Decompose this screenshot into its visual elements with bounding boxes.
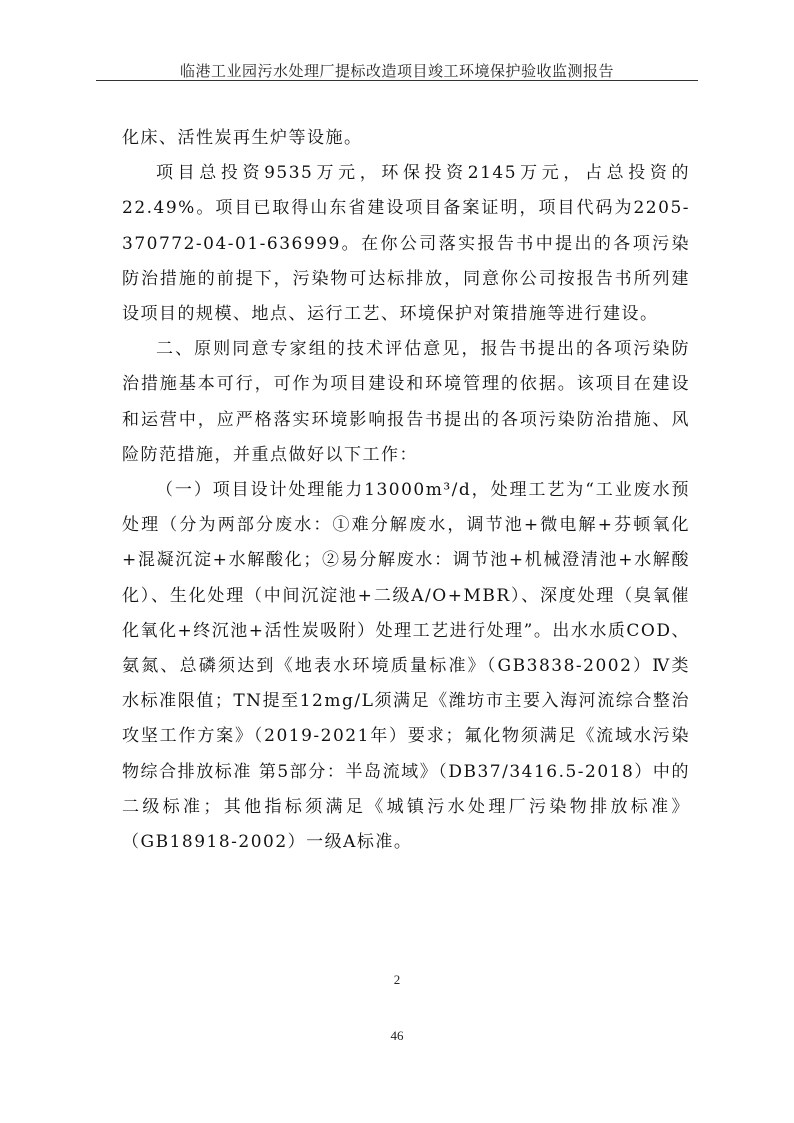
header-divider — [96, 80, 698, 81]
report-header-title: 临港工业园污水处理厂提标改造项目竣工环境保护验收监测报告 — [179, 62, 614, 80]
outer-page-number: 46 — [390, 1028, 404, 1043]
body-text — [122, 121, 690, 860]
paragraph-expert-opinion: 二、原则同意专家组的技术评估意见，报告书提出的各项污染防治措施基本可行，可作为项目建设和环境管理的依据。该项目在建设和运营中，应严格落实环境影响报告书提出的各项污染防治措施、风险防范措施，并重点做好以下工作： — [122, 339, 690, 465]
paragraph-investment: 项目总投资9535万元，环保投资2145万元，占总投资的22.49%。项目已取得山东省建设项目备案证明，项目代码为2205-370772-04-01-636999。在你公司落实报告书中提出的各项污染防治措施的前提下，污染物可达标排放，同意你公司按报告书所列建设项目的规模、地点、运行工艺、环境保护对策措施等进行建设。 — [122, 163, 690, 325]
inner-page-number: 2 — [393, 972, 401, 987]
paragraph-treatment-process: （一）项目设计处理能力13000m³/d，处理工艺为“工业废水预处理（分为两部分废水：①难分解废水，调节池+微电解+芬顿氧化+混凝沉淀+水解酸化；②易分解废水：调节池+机械澄清池+水解酸化）、生化处理（中间沉淀池+二级A/O+MBR）、深度处理（臭氧催化氧化+终沉池+活性炭吸附）处理工艺进行处理”。出水水质COD、氨氮、总磷须达到《地表水环境质量标准》（GB3838-2002）Ⅳ类水标准限值；TN提至12mg/L须满足《潍坊市主要入海河流综合整治攻坚工作方案》（2019-2021年）要求；氟化物须满足《流域水污染物综合排放标准 第5部分：半岛流域》（DB37/3416.5-2018）中的二级标准；其他指标须满足《城镇污水处理厂污染物排放标准》（GB18918-2002）一级A标准。 — [122, 480, 690, 853]
paragraph-continuation: 化床、活性炭再生炉等设施。 — [122, 128, 363, 148]
